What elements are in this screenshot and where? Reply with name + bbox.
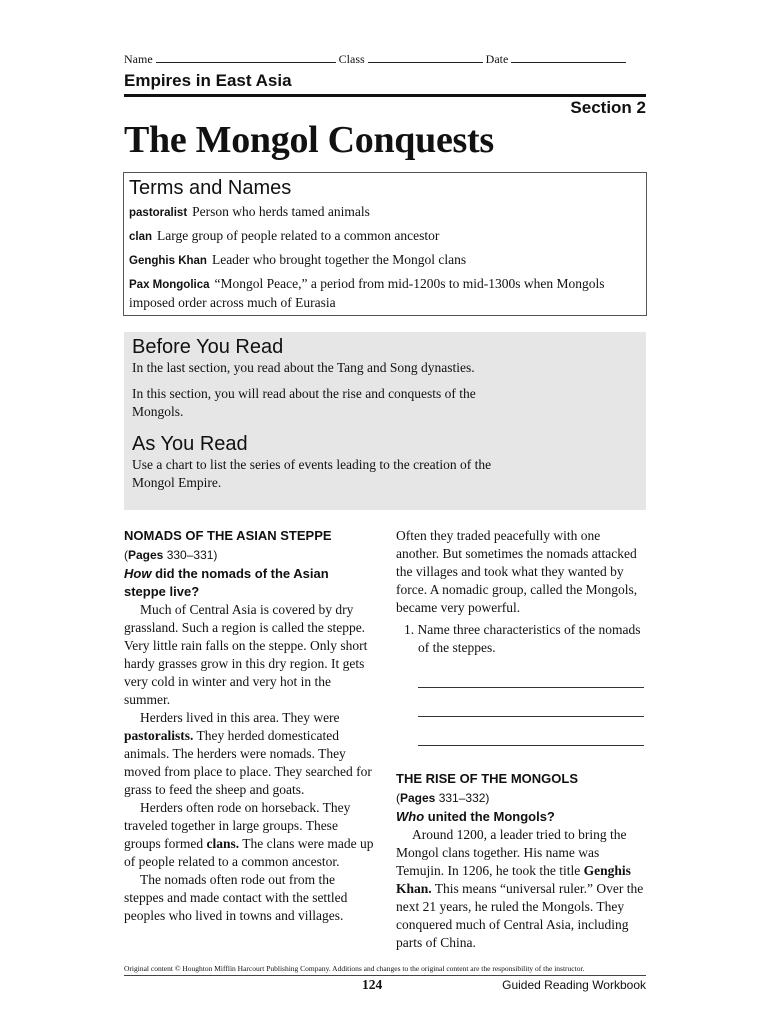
paragraph-text: Herders lived in this area. They were	[140, 710, 340, 725]
name-label: Name	[124, 52, 153, 66]
terms-heading: Terms and Names	[129, 177, 292, 199]
term-definition: Person who herds tamed animals	[192, 204, 370, 219]
copyright-notice: Original content © Houghton Mifflin Harcourt Publishing Company. Additions and changes to the original content are the responsibility of the instructor.	[124, 964, 585, 973]
before-you-read-heading: Before You Read	[132, 336, 284, 358]
guiding-question	[124, 565, 374, 601]
body-paragraph	[396, 826, 646, 952]
body-paragraph: Often they traded peacefully with one another. But sometimes the nomads attacked the villages and took what they wanted by force. A nomadic group, called the Mongols, became very powerful.	[396, 528, 638, 615]
name-blank[interactable]	[156, 52, 336, 63]
page-reference: (Pages 331–332)	[396, 791, 490, 805]
term-name: Pax Mongolica	[129, 279, 210, 291]
question-word: Who	[396, 809, 425, 824]
chapter-title: Empires in East Asia	[124, 71, 292, 90]
body-paragraph	[124, 799, 374, 871]
paragraph-text: They herded domesticated animals. The herders were nomads. They moved from place to place. They searched for grass to feed the sheep and goats.	[124, 728, 372, 797]
class-label: Class	[338, 52, 365, 66]
term-definition: Large group of people related to a common ancestor	[157, 228, 440, 243]
paragraph-text: Herders often rode on horseback. They traveled together in large groups. These groups formed	[124, 800, 351, 851]
footer-rule	[124, 975, 646, 976]
reading-guide-box	[124, 332, 646, 510]
header-rule	[124, 94, 646, 97]
paragraph-text: The clans were made up of people related to a common ancestor.	[124, 836, 374, 869]
term-name: Genghis Khan	[129, 255, 207, 267]
term-definition: Leader who brought together the Mongol clans	[211, 252, 467, 267]
term-item	[129, 203, 641, 222]
guiding-question	[396, 808, 646, 826]
term-name: pastoralist	[129, 207, 188, 219]
answer-line[interactable]	[418, 717, 644, 746]
question-word: How	[124, 566, 152, 581]
review-question-1: 1. Name three characteristics of the nomads of the steppes.	[404, 622, 641, 655]
paragraph-text: This means “universal ruler.” Over the next 21 years, he ruled the Mongols. They conquered much of Central Asia, including parts of China.	[396, 881, 644, 950]
right-column	[396, 527, 646, 952]
class-blank[interactable]	[368, 52, 483, 63]
pages-range: 330–331	[166, 548, 214, 562]
key-term: pastoralists.	[124, 728, 194, 743]
term-definition: “Mongol Peace,” a period from mid-1200s to mid-1300s when Mongols imposed order across much of Eurasia	[129, 276, 605, 310]
as-you-read-text: Use a chart to list the series of events leading to the creation of the Mongol Empire.	[132, 457, 492, 490]
before-you-read-text: In this section, you will read about the rise and conquests of the Mongols.	[132, 386, 476, 419]
paragraph-text: Around 1200, a leader tried to bring the Mongol clans together. His name was Temujin. In 1206, he took the title	[396, 827, 627, 878]
answer-line[interactable]	[418, 688, 644, 717]
page-title: The Mongol Conquests	[124, 119, 494, 161]
section-heading-nomads: NOMADS OF THE ASIAN STEPPE	[124, 528, 332, 543]
page-number: 124	[362, 977, 383, 992]
left-column	[124, 527, 374, 925]
before-you-read-text: In the last section, you read about the Tang and Song dynasties.	[132, 360, 475, 375]
term-name: clan	[129, 231, 153, 243]
date-blank[interactable]	[511, 52, 626, 63]
term-item	[129, 251, 641, 270]
body-paragraph: Much of Central Asia is covered by dry grassland. Such a region is called the steppe. Very little rain falls on the steppe. Only short hardy grasses grow in this dry region. It gets very cold in winter and very hot in the summer.	[124, 602, 368, 707]
pages-range: 331–332	[438, 791, 486, 805]
key-term: Genghis Khan.	[396, 863, 631, 896]
date-label: Date	[485, 52, 509, 66]
key-term: clans.	[206, 836, 240, 851]
question-text: did the nomads of the Asian steppe live?	[124, 566, 329, 599]
student-info-line	[124, 52, 646, 67]
term-item	[129, 275, 641, 312]
pages-label: Pages	[128, 548, 164, 562]
answer-line[interactable]	[418, 659, 644, 688]
page-reference: (Pages 330–331)	[124, 548, 218, 562]
pages-label: Pages	[400, 791, 436, 805]
body-paragraph	[124, 709, 374, 799]
body-paragraph: The nomads often rode out from the steppes and made contact with the settled peoples who lived in towns and villages.	[124, 872, 348, 923]
question-text: united the Mongols?	[427, 809, 555, 824]
as-you-read-heading: As You Read	[132, 433, 248, 455]
workbook-title: Guided Reading Workbook	[502, 978, 646, 992]
section-heading-rise: THE RISE OF THE MONGOLS	[396, 771, 579, 786]
terms-and-names-box	[123, 172, 647, 316]
term-item	[129, 227, 641, 246]
section-label: Section 2	[570, 98, 646, 117]
